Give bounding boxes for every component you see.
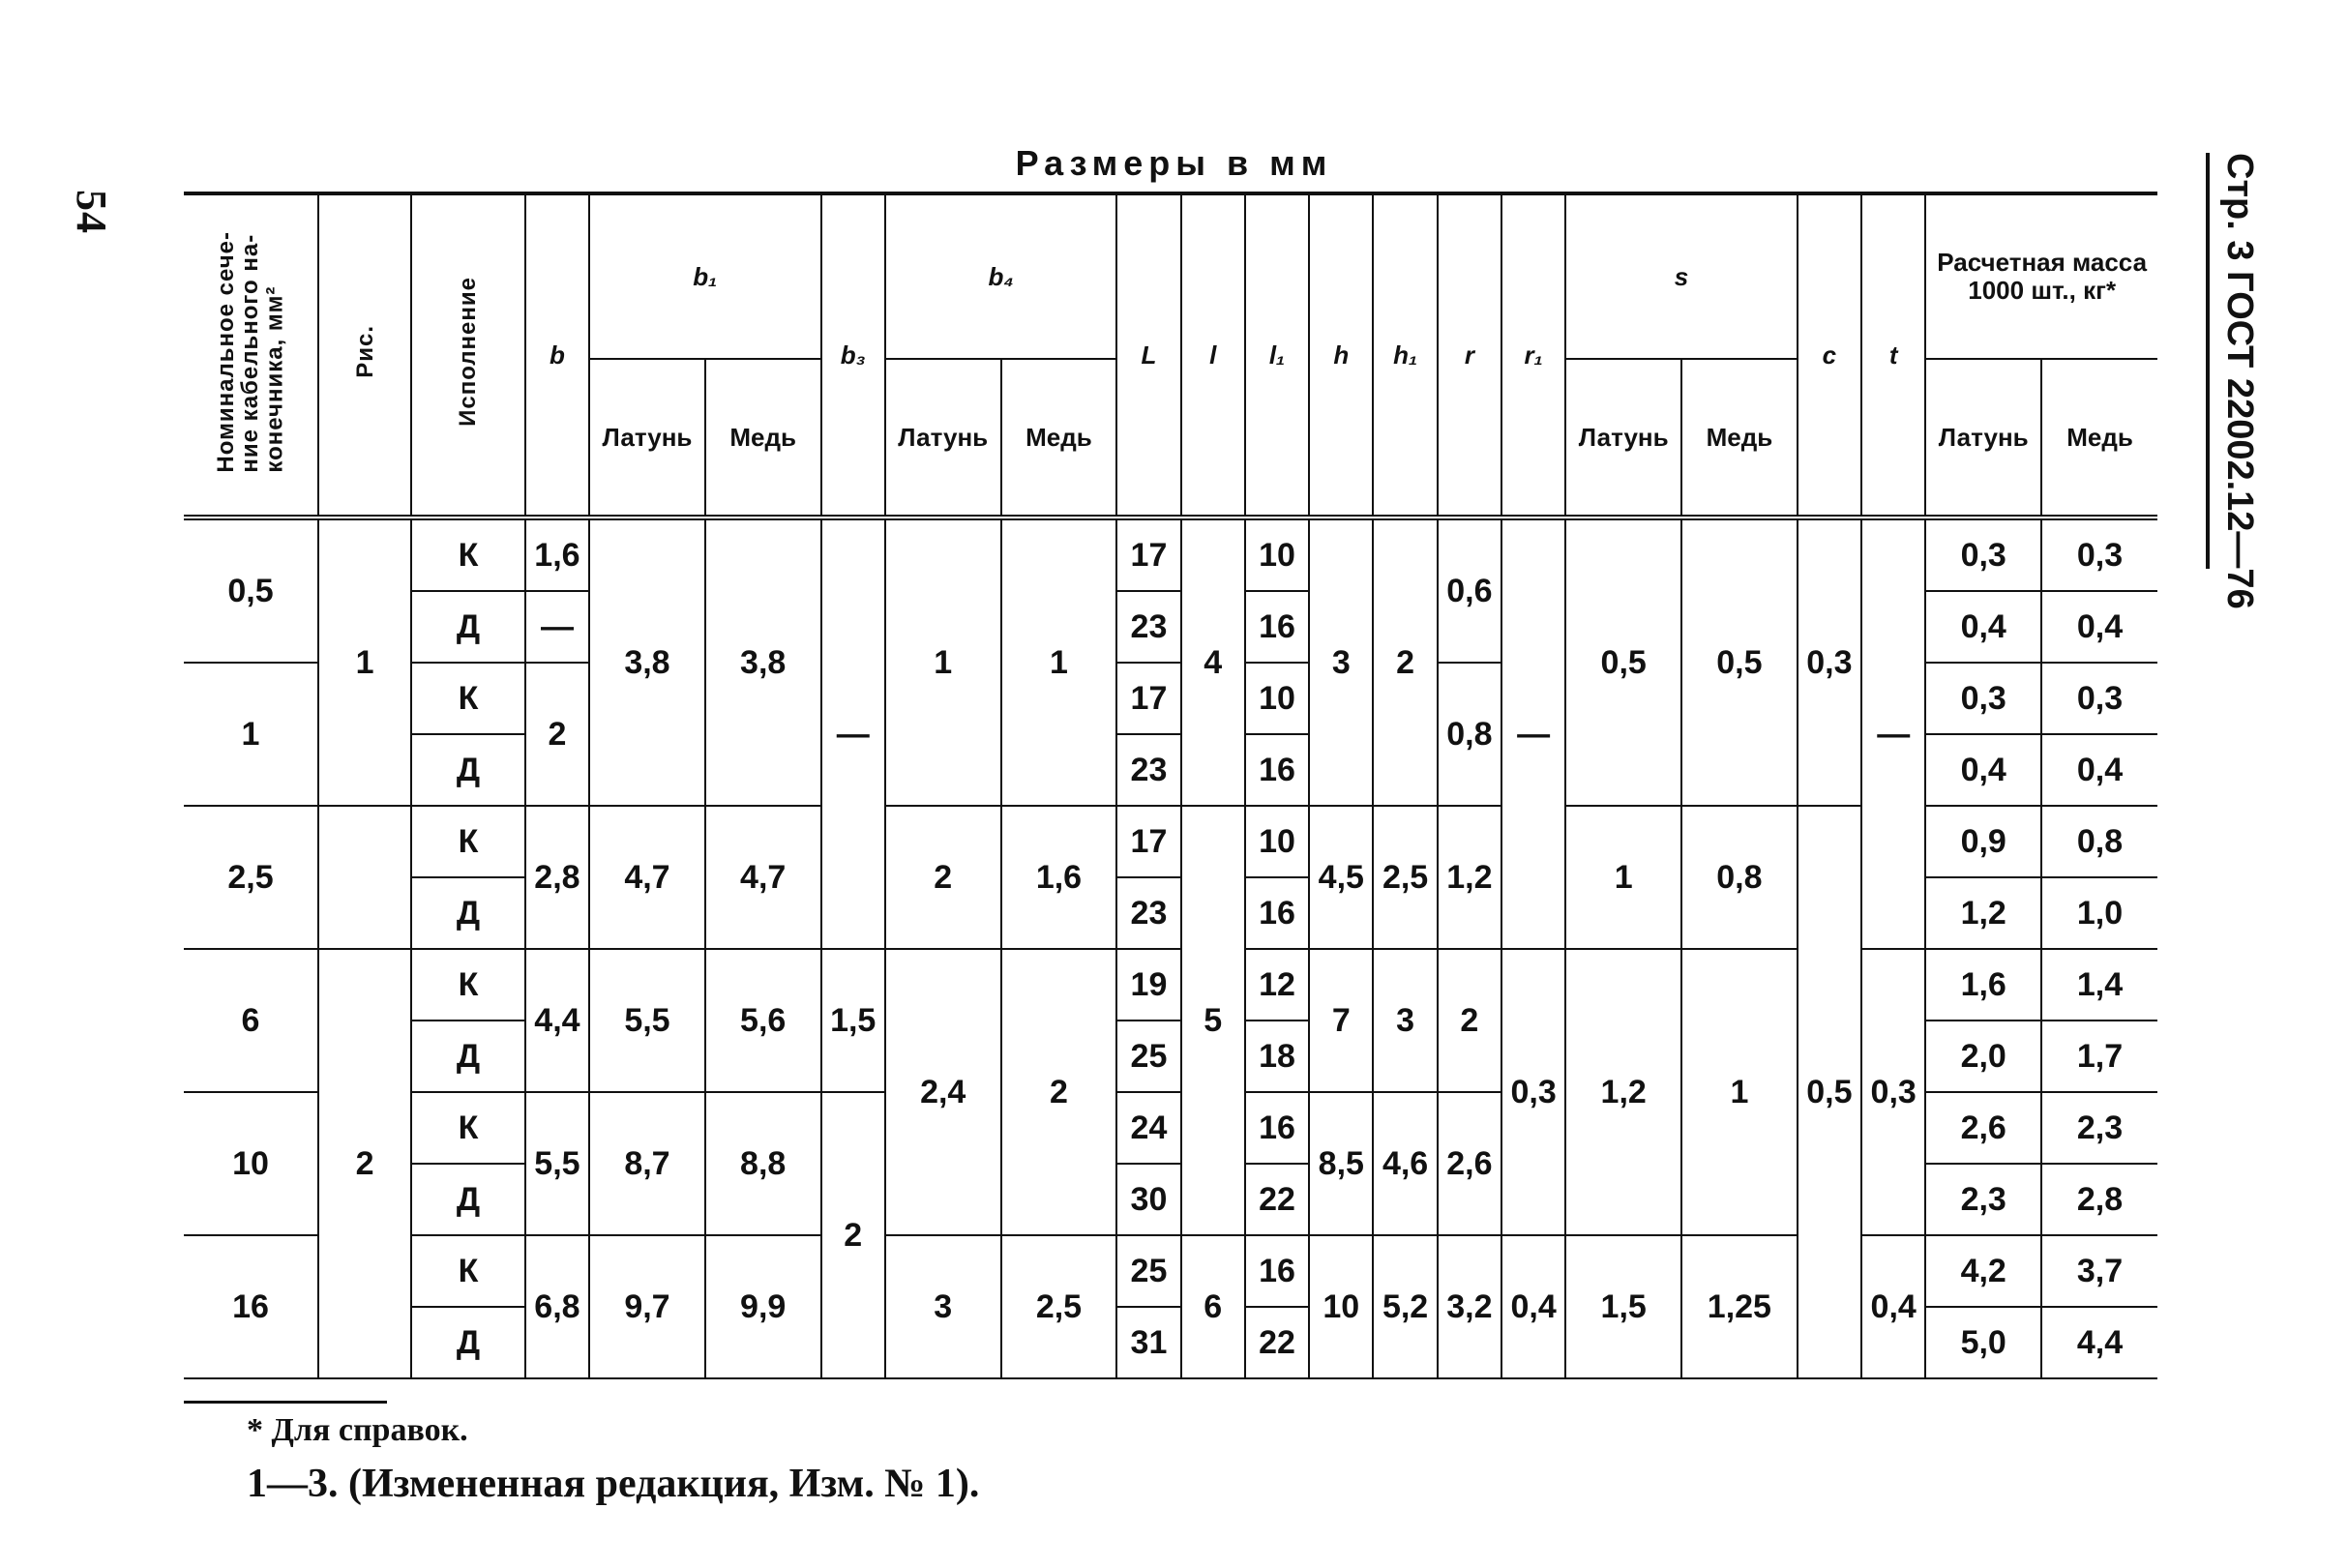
header-h: h [1309, 193, 1373, 518]
cell-r: 2,6 [1438, 1092, 1501, 1235]
cell-L: 17 [1116, 806, 1180, 877]
cell-exec: Д [411, 877, 525, 949]
cell-s-brass: 1 [1565, 806, 1681, 949]
cell-b3: 1,5 [821, 949, 885, 1092]
cell-l: 4 [1181, 518, 1245, 806]
header-b1: b₁ [589, 193, 820, 359]
cell-L: 17 [1116, 663, 1180, 734]
cell-mass-copper: 0,3 [2041, 518, 2157, 591]
cell-c: 0,3 [1798, 518, 1861, 806]
header-fig: Рис. [318, 193, 411, 518]
cell-r1: — [1501, 518, 1565, 949]
cell-section: 0,5 [184, 518, 318, 663]
cell-r: 0,8 [1438, 663, 1501, 806]
cell-mass-brass: 2,6 [1925, 1092, 2041, 1164]
header-s-brass: Латунь [1565, 359, 1681, 518]
cell-b4-brass: 2,4 [885, 949, 1001, 1235]
cell-fig: 1 [318, 518, 411, 806]
cell-l1: 16 [1245, 877, 1309, 949]
header-exec: Исполнение [411, 193, 525, 518]
header-b4-brass: Латунь [885, 359, 1001, 518]
cell-b3: — [821, 518, 885, 949]
cell-mass-brass: 4,2 [1925, 1235, 2041, 1307]
cell-h: 7 [1309, 949, 1373, 1092]
header-b: b [525, 193, 589, 518]
cell-mass-brass: 0,3 [1925, 663, 2041, 734]
cell-l1: 16 [1245, 734, 1309, 806]
cell-r1: 0,4 [1501, 1235, 1565, 1378]
header-r: r [1438, 193, 1501, 518]
cell-b: 5,5 [525, 1092, 589, 1235]
cell-b1-copper: 8,8 [705, 1092, 821, 1235]
cell-h: 10 [1309, 1235, 1373, 1378]
footnote: * Для справок. [247, 1412, 468, 1448]
cell-b1-copper: 5,6 [705, 949, 821, 1092]
header-row-1 [184, 193, 2157, 359]
cell-r: 3,2 [1438, 1235, 1501, 1378]
header-mass-copper: Медь [2041, 359, 2157, 518]
cell-r: 0,6 [1438, 518, 1501, 663]
cell-h1: 2,5 [1373, 806, 1437, 949]
cell-l: 6 [1181, 1235, 1245, 1378]
cell-mass-copper: 0,3 [2041, 663, 2157, 734]
cell-L: 25 [1116, 1021, 1180, 1092]
cell-section: 16 [184, 1235, 318, 1378]
cell-L: 30 [1116, 1164, 1180, 1235]
cell-h: 3 [1309, 518, 1373, 806]
cell-L: 19 [1116, 949, 1180, 1021]
cell-b1-brass: 4,7 [589, 806, 705, 949]
cell-L: 31 [1116, 1307, 1180, 1378]
amendment-note: 1—3. (Измененная редакция, Изм. № 1). [247, 1462, 980, 1506]
cell-exec: Д [411, 591, 525, 663]
cell-mass-copper: 2,8 [2041, 1164, 2157, 1235]
cell-b4-brass: 2 [885, 806, 1001, 949]
cell-s-brass: 1,2 [1565, 949, 1681, 1235]
header-s-copper: Медь [1681, 359, 1798, 518]
cell-l1: 16 [1245, 1092, 1309, 1164]
cell-l1: 22 [1245, 1164, 1309, 1235]
header-b4: b₄ [885, 193, 1116, 359]
cell-fig: 2 [318, 949, 411, 1378]
cell-exec: К [411, 663, 525, 734]
cell-b4-copper: 1 [1001, 518, 1117, 806]
table-row [184, 518, 2157, 591]
cell-mass-brass: 5,0 [1925, 1307, 2041, 1378]
cell-h1: 5,2 [1373, 1235, 1437, 1378]
cell-exec: К [411, 518, 525, 591]
cell-c: 0,5 [1798, 806, 1861, 1378]
cell-b4-copper: 1,6 [1001, 806, 1117, 949]
cell-exec: Д [411, 734, 525, 806]
cell-b4-copper: 2 [1001, 949, 1117, 1235]
header-r1: r₁ [1501, 193, 1565, 518]
cell-b1-copper: 3,8 [705, 518, 821, 806]
cell-section: 2,5 [184, 806, 318, 949]
header-mass: Расчетная масса 1000 шт., кг* [1925, 193, 2157, 359]
cell-b: — [525, 591, 589, 663]
cell-mass-brass: 1,2 [1925, 877, 2041, 949]
page-number: 54 [68, 190, 115, 234]
cell-mass-brass: 2,0 [1925, 1021, 2041, 1092]
cell-b4-copper: 2,5 [1001, 1235, 1117, 1378]
table-caption: Размеры в мм [1015, 143, 1333, 183]
cell-section: 10 [184, 1092, 318, 1235]
cell-l1: 10 [1245, 806, 1309, 877]
footnote-rule [184, 1401, 387, 1404]
cell-section: 6 [184, 949, 318, 1092]
header-h1: h₁ [1373, 193, 1437, 518]
cell-b1-copper: 9,9 [705, 1235, 821, 1378]
cell-t: — [1861, 518, 1925, 949]
cell-b4-brass: 1 [885, 518, 1001, 806]
cell-s-copper: 1 [1681, 949, 1798, 1235]
cell-L: 23 [1116, 591, 1180, 663]
cell-b4-brass: 3 [885, 1235, 1001, 1378]
cell-b3: 2 [821, 1092, 885, 1378]
cell-mass-brass: 0,3 [1925, 518, 2041, 591]
cell-mass-copper: 4,4 [2041, 1307, 2157, 1378]
cell-mass-copper: 1,7 [2041, 1021, 2157, 1092]
cell-t: 0,3 [1861, 949, 1925, 1235]
header-b3: b₃ [821, 193, 885, 518]
cell-b: 2 [525, 663, 589, 806]
cell-b: 2,8 [525, 806, 589, 949]
table-row [184, 806, 2157, 877]
cell-b: 4,4 [525, 949, 589, 1092]
header-section: Номинальное сече- ние кабельного на- конечника, мм² [184, 193, 318, 518]
cell-s-copper: 0,8 [1681, 806, 1798, 949]
header-s: s [1565, 193, 1797, 359]
header-t: t [1861, 193, 1925, 518]
cell-l1: 16 [1245, 591, 1309, 663]
header-c: c [1798, 193, 1861, 518]
cell-l1: 18 [1245, 1021, 1309, 1092]
cell-mass-copper: 0,4 [2041, 734, 2157, 806]
cell-h: 8,5 [1309, 1092, 1373, 1235]
cell-mass-copper: 1,0 [2041, 877, 2157, 949]
cell-t: 0,4 [1861, 1235, 1925, 1378]
cell-b1-brass: 9,7 [589, 1235, 705, 1378]
table-row [184, 949, 2157, 1021]
cell-mass-brass: 0,4 [1925, 591, 2041, 663]
cell-L: 23 [1116, 877, 1180, 949]
cell-mass-copper: 3,7 [2041, 1235, 2157, 1307]
side-header-rule [2206, 153, 2210, 569]
cell-mass-copper: 2,3 [2041, 1092, 2157, 1164]
cell-h: 4,5 [1309, 806, 1373, 949]
cell-r: 1,2 [1438, 806, 1501, 949]
cell-fig-empty [318, 806, 411, 949]
cell-L: 25 [1116, 1235, 1180, 1307]
cell-exec: К [411, 1235, 525, 1307]
cell-l1: 12 [1245, 949, 1309, 1021]
cell-b1-brass: 8,7 [589, 1092, 705, 1235]
header-L: L [1116, 193, 1180, 518]
cell-s-brass: 1,5 [1565, 1235, 1681, 1378]
cell-r: 2 [1438, 949, 1501, 1092]
cell-mass-brass: 2,3 [1925, 1164, 2041, 1235]
cell-s-copper: 0,5 [1681, 518, 1798, 806]
cell-b1-copper: 4,7 [705, 806, 821, 949]
cell-l1: 22 [1245, 1307, 1309, 1378]
cell-b: 6,8 [525, 1235, 589, 1378]
cell-h1: 4,6 [1373, 1092, 1437, 1235]
cell-l1: 10 [1245, 518, 1309, 591]
header-l: l [1181, 193, 1245, 518]
cell-mass-brass: 0,4 [1925, 734, 2041, 806]
header-l1: l₁ [1245, 193, 1309, 518]
cell-b1-brass: 3,8 [589, 518, 705, 806]
cell-exec: К [411, 806, 525, 877]
cell-b1-brass: 5,5 [589, 949, 705, 1092]
cell-l1: 10 [1245, 663, 1309, 734]
cell-s-brass: 0,5 [1565, 518, 1681, 806]
cell-exec: Д [411, 1307, 525, 1378]
cell-exec: Д [411, 1164, 525, 1235]
cell-L: 23 [1116, 734, 1180, 806]
header-b1-copper: Медь [705, 359, 821, 518]
cell-L: 17 [1116, 518, 1180, 591]
cell-l1: 16 [1245, 1235, 1309, 1307]
table-row [184, 1235, 2157, 1307]
side-header: Стр. 3 ГОСТ 22002.12—76 [2219, 153, 2260, 609]
header-b4-copper: Медь [1001, 359, 1117, 518]
cell-l: 5 [1181, 806, 1245, 1235]
dimensions-table [184, 192, 2157, 1379]
cell-L: 24 [1116, 1092, 1180, 1164]
cell-exec: К [411, 949, 525, 1021]
cell-h1: 3 [1373, 949, 1437, 1092]
cell-mass-copper: 0,8 [2041, 806, 2157, 877]
cell-mass-copper: 1,4 [2041, 949, 2157, 1021]
cell-section: 1 [184, 663, 318, 806]
cell-h1: 2 [1373, 518, 1437, 806]
header-b1-brass: Латунь [589, 359, 705, 518]
cell-mass-brass: 0,9 [1925, 806, 2041, 877]
cell-b: 1,6 [525, 518, 589, 591]
cell-exec: К [411, 1092, 525, 1164]
header-mass-brass: Латунь [1925, 359, 2041, 518]
cell-s-copper: 1,25 [1681, 1235, 1798, 1378]
cell-r1: 0,3 [1501, 949, 1565, 1235]
cell-exec: Д [411, 1021, 525, 1092]
cell-mass-brass: 1,6 [1925, 949, 2041, 1021]
cell-mass-copper: 0,4 [2041, 591, 2157, 663]
